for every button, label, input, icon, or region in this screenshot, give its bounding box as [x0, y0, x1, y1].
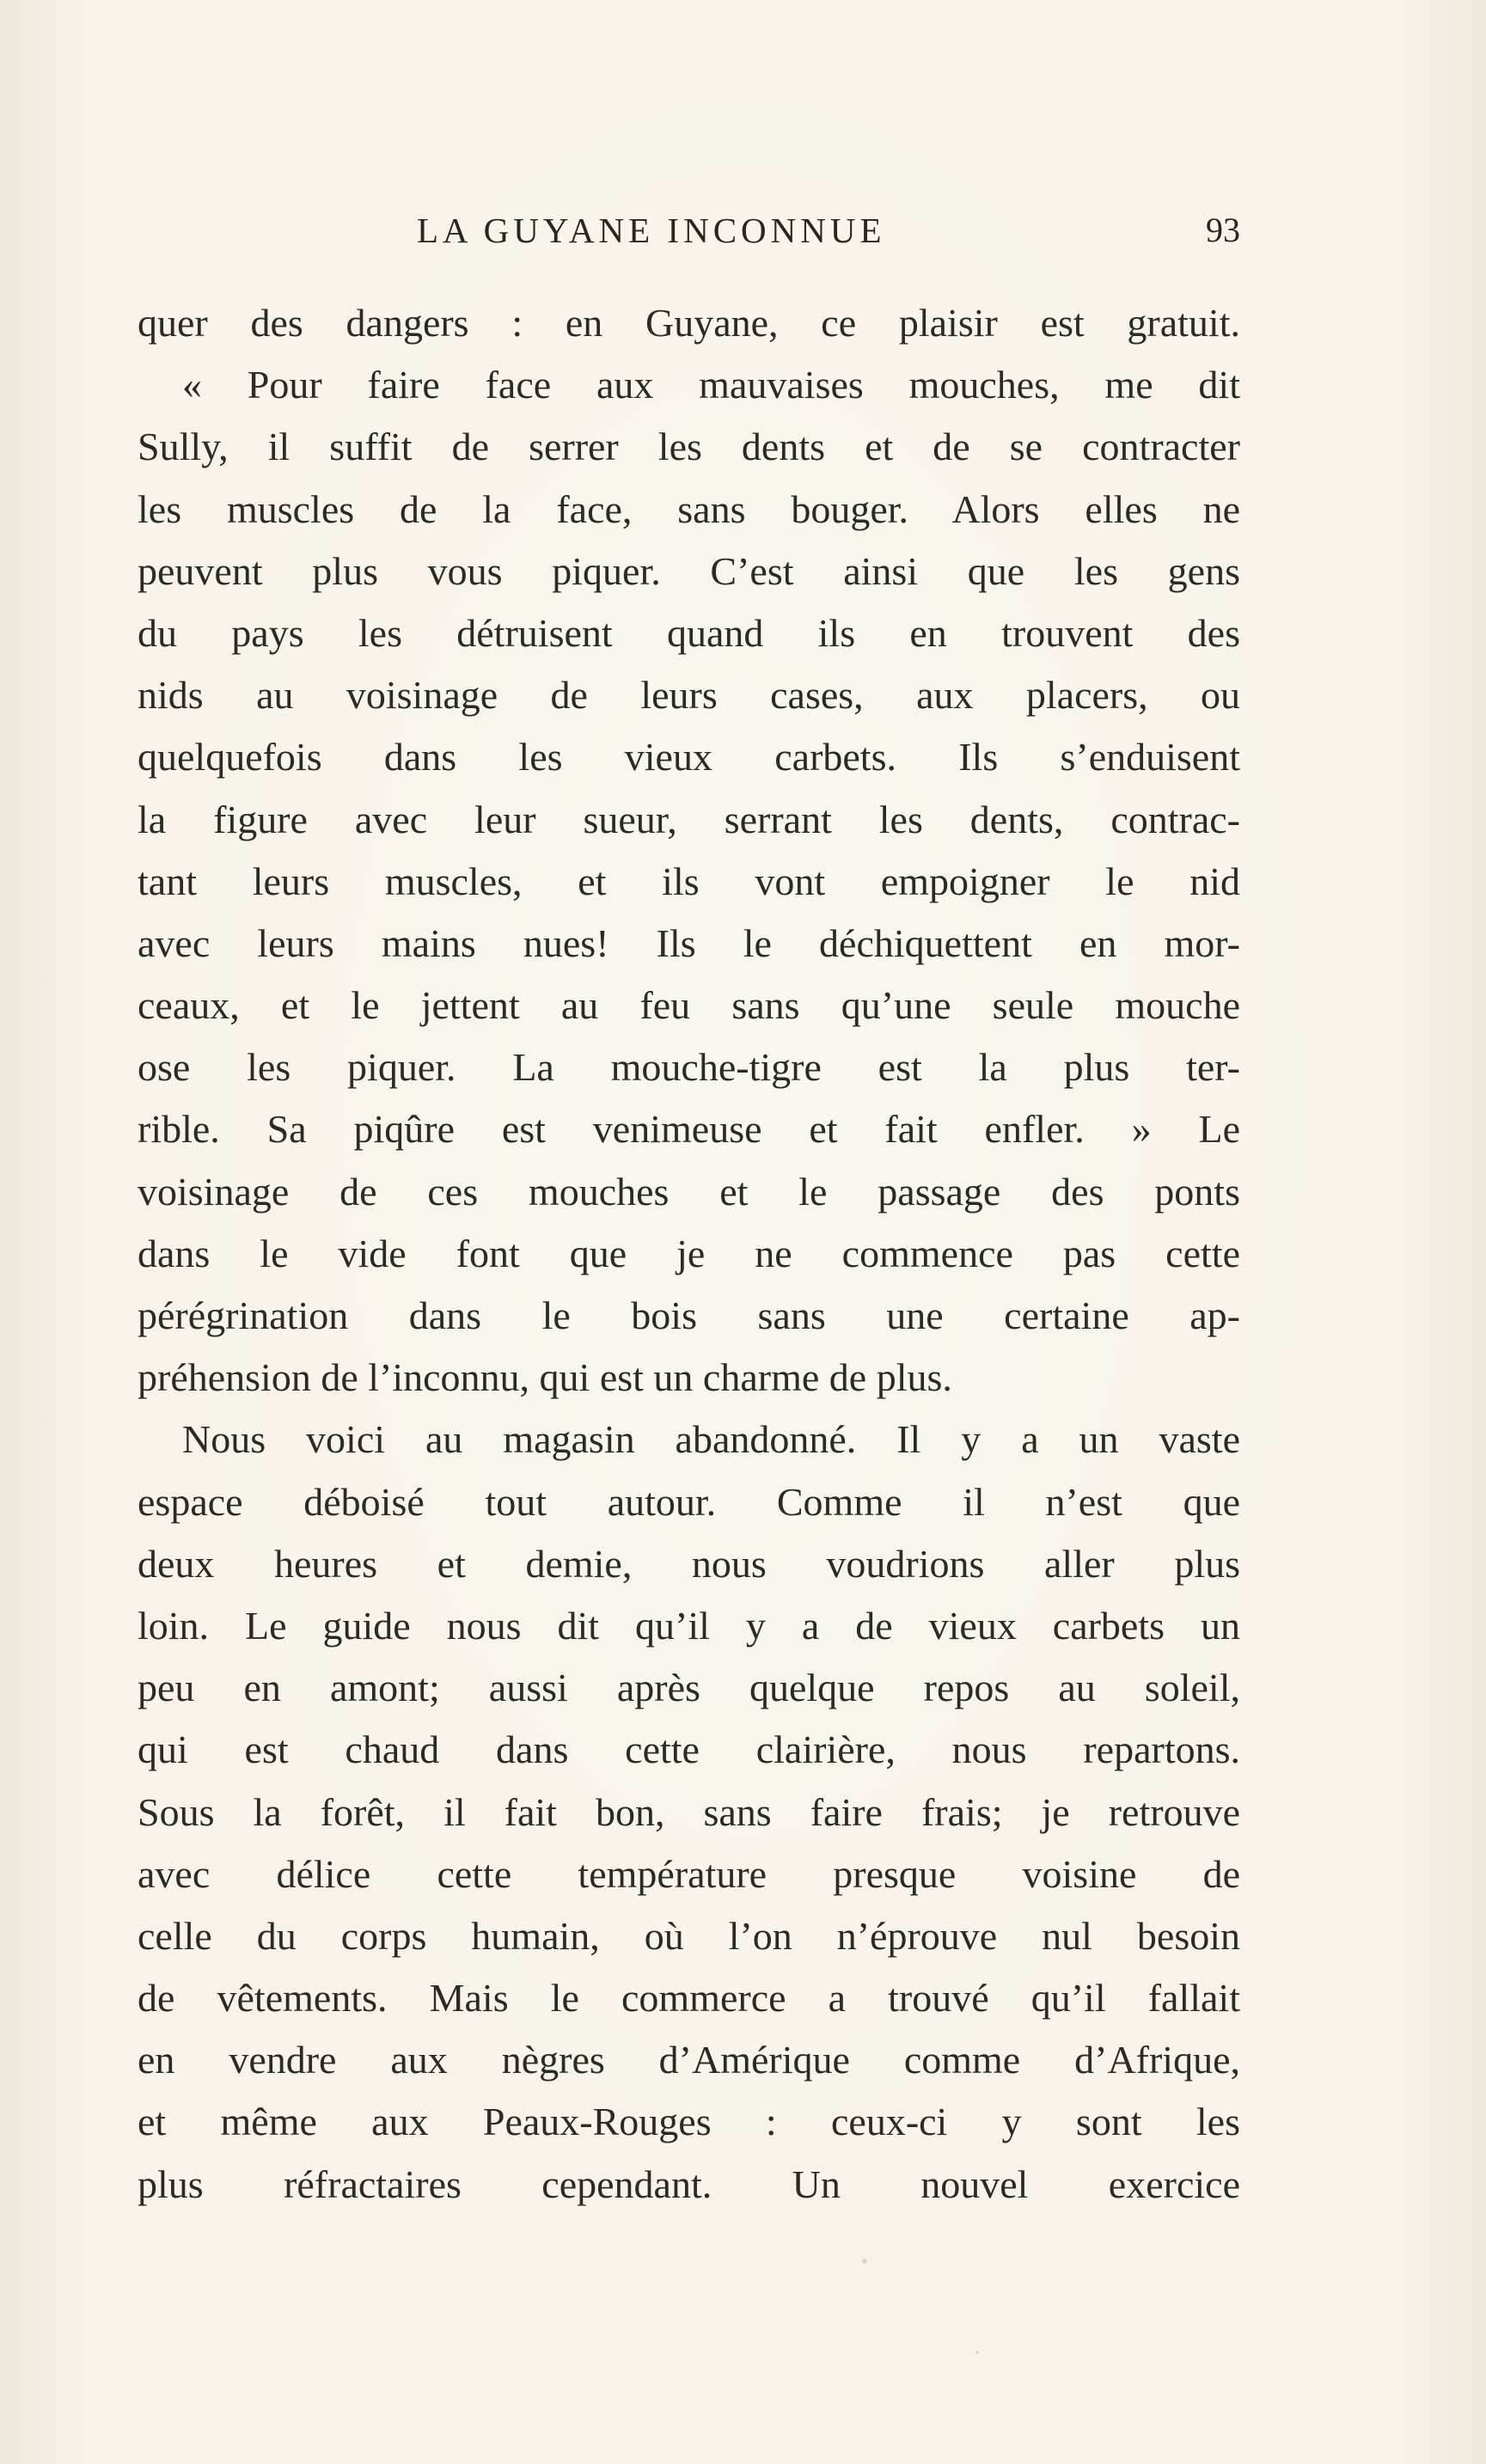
- text-line: peuvent plus vous piquer. C’est ainsi que les gens: [138, 548, 1240, 593]
- text-line: préhension de l’inconnu, qui est un charme de plus.: [138, 1355, 952, 1400]
- text-line: avec délice cette température presque voisine de: [138, 1851, 1240, 1896]
- text-line: dans le vide font que je ne commence pas cette: [138, 1231, 1240, 1275]
- paper-speck: [862, 2259, 867, 2264]
- text-line: et même aux Peaux-Rouges : ceux-ci y sont les: [138, 2100, 1240, 2144]
- text-line: en vendre aux nègres d’Amérique comme d’Afrique,: [138, 2038, 1240, 2082]
- text-line: pérégrination dans le bois sans une certaine ap-: [138, 1293, 1240, 1337]
- text-line: tant leurs muscles, et ils vont empoigner le nid: [138, 859, 1240, 903]
- text-line: deux heures et demie, nous voudrions aller plus: [138, 1541, 1240, 1586]
- text-line: « Pour faire face aux mauvaises mouches, me dit: [182, 363, 1240, 407]
- paper-speck: [975, 2351, 979, 2354]
- text-line: rible. Sa piqûre est venimeuse et fait enfler. » Le: [138, 1107, 1240, 1152]
- running-title: LA GUYANE INCONNUE: [417, 211, 886, 250]
- text-line: du pays les détruisent quand ils en trouvent des: [138, 610, 1240, 655]
- text-line: peu en amont; aussi après quelque repos au soleil,: [138, 1666, 1240, 1710]
- text-line: Sous la forêt, il fait bon, sans faire frais; je retrouve: [138, 1789, 1240, 1834]
- body-text: [138, 292, 1240, 2216]
- text-line: Sully, il suffit de serrer les dents et de se contracter: [138, 425, 1240, 469]
- text-line: quelquefois dans les vieux carbets. Ils s’enduisent: [138, 735, 1240, 780]
- text-line: loin. Le guide nous dit qu’il y a de vieux carbets un: [138, 1603, 1240, 1648]
- text-line: qui est chaud dans cette clairière, nous repartons.: [138, 1727, 1240, 1772]
- text-line: Nous voici au magasin abandonné. Il y a un vaste: [182, 1417, 1240, 1462]
- text-line: avec leurs mains nues! Ils le déchiquettent en mor-: [138, 920, 1240, 965]
- text-line: espace déboisé tout autour. Comme il n’est que: [138, 1479, 1240, 1524]
- text-line: voisinage de ces mouches et le passage des ponts: [138, 1169, 1240, 1214]
- text-line: quer des dangers : en Guyane, ce plaisir est gratuit.: [138, 301, 1240, 345]
- page-number: 93: [1206, 211, 1240, 249]
- text-line: celle du corps humain, où l’on n’éprouve nul besoin: [138, 1913, 1240, 1958]
- text-line: de vêtements. Mais le commerce a trouvé qu’il fallait: [138, 1976, 1240, 2021]
- text-line: nids au voisinage de leurs cases, aux placers, ou: [138, 673, 1240, 718]
- text-line: la figure avec leur sueur, serrant les dents, contrac-: [138, 797, 1240, 841]
- text-line: ose les piquer. La mouche-tigre est la plus ter-: [138, 1045, 1240, 1090]
- text-line: ceaux, et le jettent au feu sans qu’une seule mouche: [138, 983, 1240, 1028]
- text-line: plus réfractaires cependant. Un nouvel exercice: [138, 2161, 1240, 2206]
- text-line: les muscles de la face, sans bouger. Alors elles ne: [138, 486, 1240, 531]
- page-header: [138, 205, 1240, 256]
